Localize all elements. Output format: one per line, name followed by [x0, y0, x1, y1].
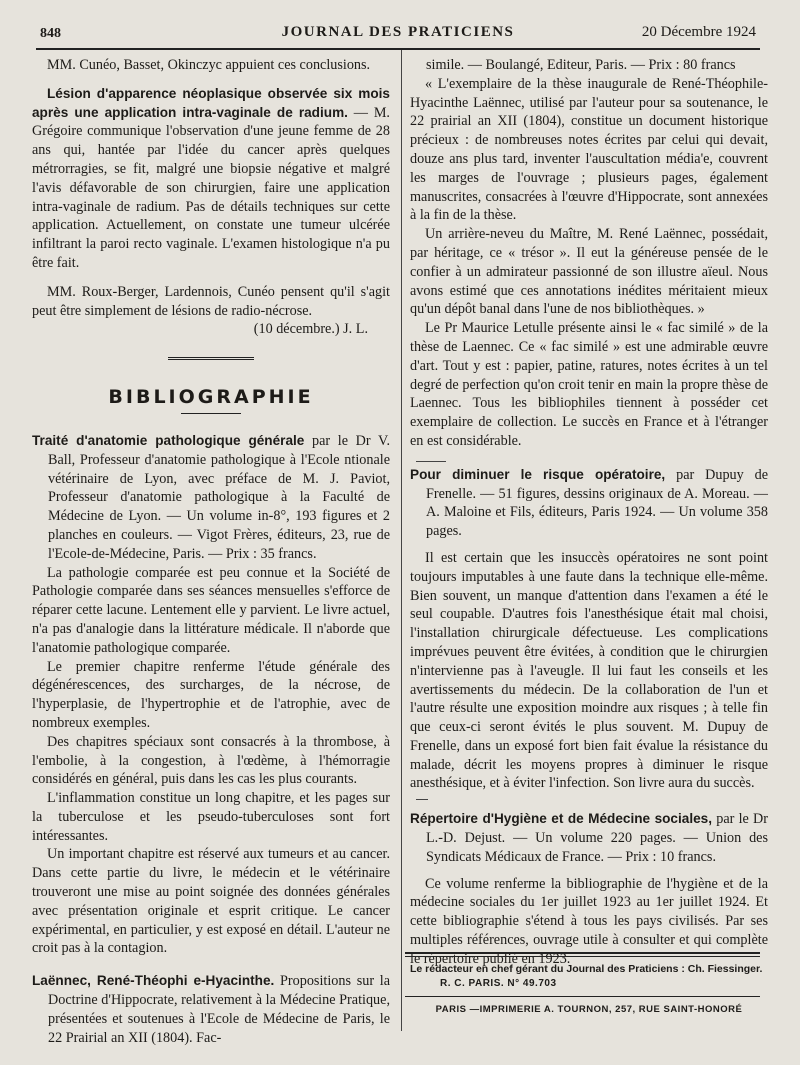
paragraph: Le Pr Maurice Letulle présente ainsi le « fac similé » de la thèse de Laennec. Ce « fac similé » est une admirable œuvre d'art. Tout y est : papier, patine, ratures, notes écrites à un tel degré de perfection qu'on croit tenir en main la propre thèse de Laennec. Tous les bibliophiles tiennent à posséder cet exemplaire de collection. Le succès en France et à l'étranger en est considérable. [410, 320, 768, 449]
paragraph: Des chapitres spéciaux sont consacrés à la thrombose, à l'embolie, à la congestion, à l'œdème, à l'hémorragie considérés en général, puis dans les cas les plus courants. [32, 733, 390, 788]
paragraph: Un arrière-neveu du Maître, M. René Laënnec, possédait, par héritage, ce « trésor ». Il eut la généreuse pensée de le confier à un admirateur passionné de son illustre aïeul. Nous avons estimé que ces annotations inédites méritaient mieux qu'un dépôt banal dans l'une de nos bibliothèques. » [410, 226, 768, 318]
paragraph: Ce volume renferme la bibliographie de l'hygiène et de la médecine sociales du 1er juillet 1923 au 1er juillet 1924. Et cette bibliographie s'étend à tous les pays civilisés. Par ses multiples références, ouvrage utile à consulter et qui complète le répertoire publié en 1923. [410, 875, 768, 967]
page-number: 848 [40, 26, 61, 41]
journal-title: JOURNAL DES PRATICIENS [281, 24, 515, 40]
footer-rule [405, 956, 760, 957]
paragraph: Lésion d'apparence néoplasique observée six mois après une application intra-vaginale de radium. — M. Grégoire communique l'observation d'une jeune femme de 28 ans qui, hantée par l'idée du cancer après quelques métrorragies, se fit, malgré une biopsie négative et malgré l'avis défavorable de son chirurgien, faire une application intra-vaginale de radium. Pas de détails techniques sur cette application. Actuellement, on constate une tumeur ulcérée infiltrant la paroi recto vaginale. L'examen histologique n'a pu être fait. [32, 85, 390, 271]
book-title: Laënnec, René-Théophi e-Hyacinthe. [32, 973, 275, 989]
separator [416, 461, 446, 462]
column-divider [401, 50, 402, 1031]
book-title: Répertoire d'Hygiène et de Médecine sociales, [410, 811, 713, 827]
header-rule [36, 48, 760, 50]
article-title: Lésion d'apparence néoplasique observée six mois après une application intra-vaginale de radium. [32, 85, 390, 120]
paragraph: Un important chapitre est réservé aux tumeurs et au cancer. Dans cette partie du livre, le médecin et le vétérinaire trouveront une mise au point soignée des données générales avec présentation originale et esprit critique. Le cancer expérimental, en particulier, y est exposé en détail. L'auteur ne croit pas à la contagion. [32, 846, 390, 957]
paragraph: simile. — Boulangé, Editeur, Paris. — Prix : 80 francs [426, 57, 736, 73]
book-title: Pour diminuer le risque opératoire, [410, 466, 666, 482]
paragraph: MM. Roux-Berger, Lardennois, Cunéo pensent qu'il s'agit peut être simplement de lésions de radio-nécrose. [32, 283, 390, 319]
ornament-rule [168, 357, 254, 360]
paragraph: Le premier chapitre renferme l'étude générale des dégénérescences, des surcharges, de la nécrose, de l'hyperplasie, de l'hypertrophie et de l'atrophie, avec de nombreux exemples. [32, 658, 390, 731]
section-title: BIBLIOGRAPHIE [108, 386, 314, 409]
book-title: Traité d'anatomie pathologique générale [32, 432, 305, 448]
footer-rule [405, 996, 760, 997]
signature: (10 décembre.) J. L. [253, 321, 368, 338]
editor-line: Le rédacteur en chef gérant du Journal des Praticiens : Ch. Fiessinger. [410, 963, 763, 975]
footer-rule [405, 952, 760, 954]
book-entry: Laënnec, René-Théophi e-Hyacinthe. Propositions sur la Doctrine d'Hippocrate, relativement à la Médecine Pratique, présentées et soutenues à l'Ecole de Médecine de Paris, le 22 Prairial an XII (1804). Fac- [32, 973, 391, 1046]
paragraph: L'inflammation constitue un long chapitre, et les pages sur la tuberculose et les pseudo-tuberculoses sont fort intéressantes. [32, 790, 390, 844]
book-entry: Répertoire d'Hygiène et de Médecine sociales, par le Dr L.-D. Dejust. — Un volume 220 pages. — Union des Syndicats Médicaux de France. — Prix : 10 francs. [410, 811, 769, 865]
paragraph: La pathologie comparée est peu connue et la Société de Pathologie comparée dans ses séances mensuelles s'efforce de réparer cette lacune. Lentement elle y parvient. Le livre actuel, n'a pas d'analogie dans la littérature médicale. Il n'aborde que l'anatomie pathologique comparée. [32, 564, 390, 656]
page-header [40, 24, 756, 46]
left-column [32, 56, 390, 1047]
paragraph: MM. Cunéo, Basset, Okinczyc appuient ces conclusions. [47, 57, 371, 73]
book-entry: Pour diminuer le risque opératoire, par Dupuy de Frenelle. — 51 figures, dessins originaux de A. Moreau. — A. Maloine et Fils, éditeurs, Paris 1924. — Un volume 358 pages. [410, 466, 768, 540]
separator [416, 799, 428, 800]
right-column [410, 56, 768, 969]
printer-line: PARIS —IMPRIMERIE A. TOURNON, 257, RUE SAINT-HONORÉ [435, 1004, 743, 1015]
paragraph: « L'exemplaire de la thèse inaugurale de René-Théophile-Hyacinthe Laënnec, utilisé par l'auteur pour sa soutenance, le 22 prairial an XII (1804), constitue un document historique précieux : de nombreuses notes écrites par celui qui devait, douze ans plus tard, inventer l'auscultation média'e, couvrent les marges de l'ouvrage ; plusieurs pages, également manuscrites, consacrées à l'œuvre d'Hippocrate, sont annexées à la fin de la thèse. [410, 75, 768, 224]
book-entry: Traité d'anatomie pathologique générale par le Dr V. Ball, Professeur d'anatomie pathologique à l'Ecole ntionale vétérinaire de Lyon, avec préface de M. J. Paviot, Professeur d'anatomie pathologique à la Faculté de Médecine de Lyon. — Un volume in-8°, 193 figures et 2 planches en couleurs. — Vigot Frères, éditeurs, 23, rue de l'Ecole-de-Médecine, Paris. — Prix : 35 francs. [32, 432, 391, 562]
registry-line: R. C. PARIS. N° 49.703 [440, 978, 557, 989]
paragraph: Il est certain que les insuccès opératoires ne sont point toujours imputables à une faute dans la technique elle-même. Bien souvent, un manque d'attention dans l'examen a été le seul coupable. D'autres fois l'anesthésique était mal choisi, l'installation chirurgicale défectueuse. Les complications imprévues peuvent être évitées, à condition que le chirurgien n'intervienne pas à l'aveugle. Il lui faut les conseils et les avertissements du médecin. De la collaboration de l'un et l'autre résulte une exposition moindre aux risques ; à telle fin que ceux-ci seront évités le plus souvent. M. Dupuy de Frenelle, dans un exposé fort bien fait évalue la résistance du malade, décrit les moyens propres à diminuer le risque anesthésique, et à éviter l'infection. Son livre aura du succès. [410, 549, 768, 792]
issue-date: 20 Décembre 1924 [641, 24, 756, 40]
